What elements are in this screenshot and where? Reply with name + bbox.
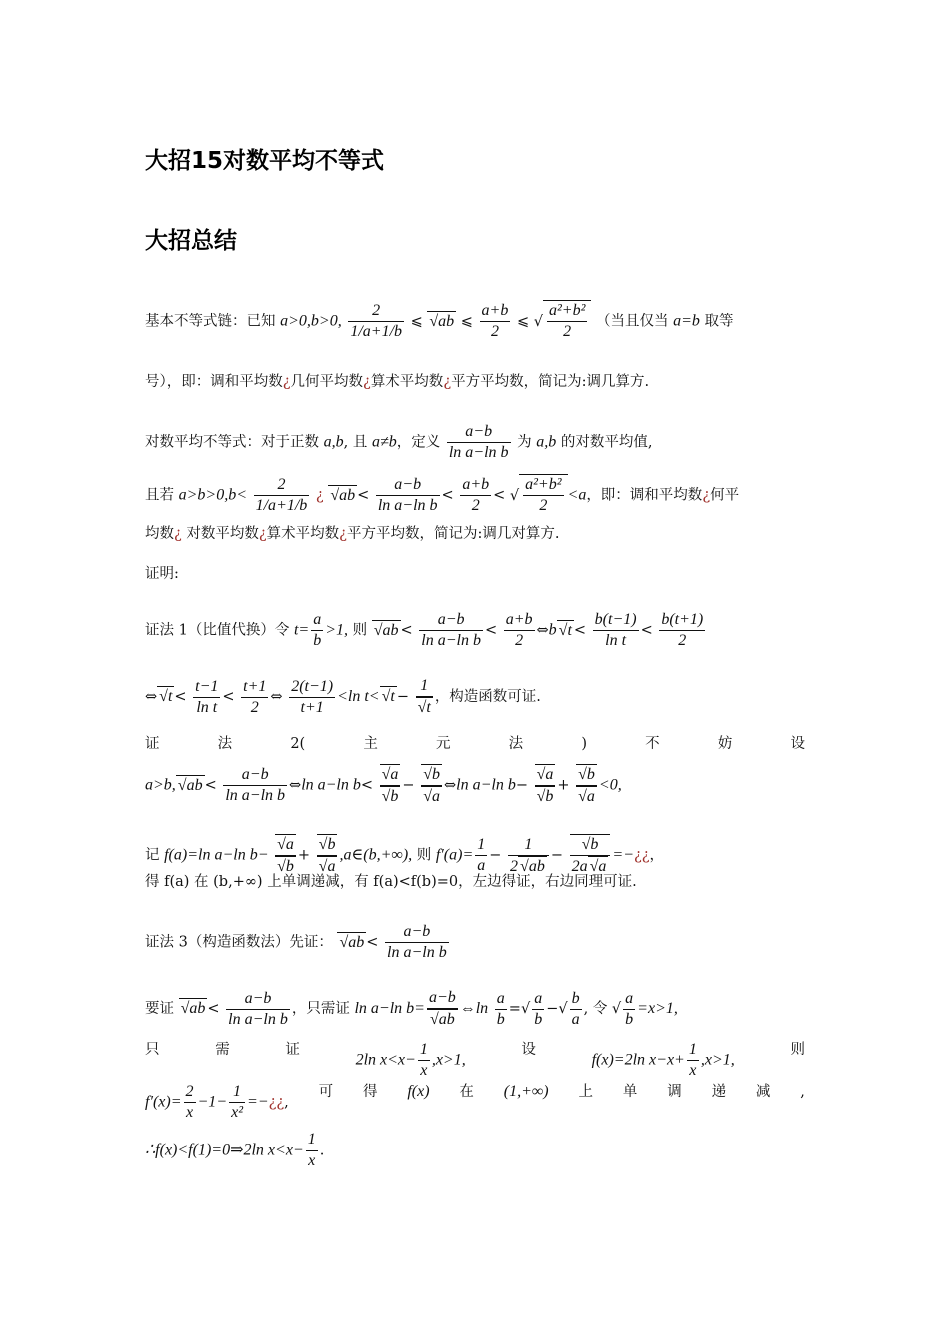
geometric-mean: √ ab	[176, 775, 205, 796]
text: 要证	[145, 1001, 174, 1017]
text: 不	[645, 736, 660, 752]
text: 则	[416, 847, 432, 864]
math: <ln t<	[337, 688, 380, 705]
text: 元	[436, 736, 451, 752]
log-mean: $\frac{a-b}{\text{ln a−ln b}}$	[377, 476, 438, 514]
text: 递	[711, 1084, 727, 1100]
geometric-mean: √ ab	[372, 620, 401, 641]
text: ，只需证	[291, 1001, 350, 1017]
math: <a	[567, 486, 587, 504]
iff: ⇔	[443, 777, 457, 794]
text: 证法 3（构造函数法）先证：	[145, 934, 333, 951]
frac: $\frac{1}{x}$	[419, 1041, 428, 1079]
text: （当且仅当	[595, 313, 669, 330]
glyph: ¿	[258, 526, 267, 542]
math: ⇔ln	[459, 1000, 489, 1017]
text: 且	[352, 434, 368, 451]
le-sign: ⩽	[516, 313, 530, 330]
lt: <	[360, 777, 374, 794]
math: ,x>1,	[431, 1051, 466, 1069]
frac: √ b √ a	[421, 764, 442, 807]
math: =−	[612, 846, 634, 864]
text: 何平	[710, 487, 740, 504]
minus: −	[515, 777, 528, 794]
frac: $\frac{b(t+1)}{2}$	[661, 611, 704, 649]
lt: <	[640, 622, 653, 639]
harmonic-mean: $\frac{2}{1/a+1/b}$	[350, 302, 403, 340]
basic-inequality-line	[145, 300, 805, 342]
text: 平方平均数，简记为:调几对算方.	[346, 526, 560, 542]
math: ln a−ln b	[456, 776, 516, 794]
frac: √ $\frac{b}{2a√ a}$	[570, 834, 611, 877]
sqrt-t: √ t	[380, 686, 397, 707]
text: 2(	[290, 736, 306, 752]
text: 法	[508, 736, 524, 752]
text: 法	[217, 736, 233, 752]
glyph: ¿	[315, 487, 324, 504]
text: ，即：调和平均数	[586, 487, 703, 504]
math: f(x)=2ln x−x+	[591, 1051, 685, 1069]
math: ln a−ln b	[301, 776, 361, 794]
minus: −	[396, 689, 409, 705]
text: )	[581, 736, 587, 752]
le-sign: ⩽	[460, 313, 473, 330]
math: (1,+∞)	[503, 1083, 549, 1100]
rms-root: √ $\frac{\text{a²+b²}}{2}$	[534, 314, 592, 330]
glyph: ¿	[702, 487, 711, 504]
text: 均数	[145, 526, 174, 542]
section-heading: 大招总结	[145, 228, 237, 254]
text: 主	[363, 736, 378, 752]
math: b	[548, 621, 557, 639]
text: 得	[362, 1084, 378, 1100]
frac: $\frac{1}{x}$	[688, 1041, 697, 1079]
log-mean: $\frac{a-b}{\text{ln a−ln b}}$	[421, 611, 481, 649]
frac: √ a √ b	[535, 764, 556, 807]
math: a>b,	[145, 776, 176, 794]
geometric-mean: √ ab	[179, 998, 208, 1019]
text: ，	[649, 847, 665, 864]
method3-line5	[145, 1130, 805, 1171]
math: =−	[247, 1093, 269, 1111]
text: 减	[755, 1084, 771, 1100]
text: 可	[318, 1084, 334, 1100]
math: ln a−ln b=	[354, 1000, 425, 1017]
text-lead: 基本不等式链：已知	[145, 313, 276, 330]
math: f′(x)=	[145, 1093, 182, 1111]
geometric-mean: √ ab	[427, 311, 456, 332]
text: ,	[800, 1084, 805, 1100]
log-mean: $\frac{a-b}{\text{ln a−ln b}}$	[448, 423, 509, 461]
text: 设	[790, 736, 805, 752]
method3-line2: 要证 √ ab < $\frac{a-b}{\text{ln a−ln b}}$ ，只需证 ln a−ln b= a−b √ ab ⇔ln $\frac{a}{b}$ =√ $\frac{a}{b}$ −√ $\frac{b}{a}$ , 令 √ $\frac{a}{b}$ =x>1,	[145, 988, 805, 1030]
math: f(x)	[407, 1083, 430, 1100]
text: 算术平均数	[370, 374, 444, 390]
math: f′(a)=	[435, 846, 474, 864]
frac: $\frac{b(t-1)}{\text{ln t}}$	[594, 611, 637, 649]
lt: <	[222, 689, 235, 705]
log-mean: $\frac{a-b}{\text{ln a−ln b}}$	[228, 989, 288, 1028]
frac: $\frac{2(t-1)}{t+1}$	[291, 677, 334, 716]
frac: $\frac{1}{x}$	[307, 1131, 316, 1169]
log-mean-chain	[145, 474, 805, 516]
minus: −	[489, 847, 502, 864]
frac: $\frac{1}{\text{x²}}$	[231, 1083, 243, 1121]
lt: <	[357, 487, 370, 504]
frac: a−b √ ab	[427, 988, 458, 1030]
text: 需	[215, 1042, 230, 1058]
text: 取等	[704, 313, 734, 330]
text: 对数平均数	[186, 526, 259, 542]
basic-inequality-summary	[145, 372, 805, 392]
text: ，定义	[396, 434, 441, 451]
math: a,b	[323, 433, 344, 451]
method2-line3: 得 f(a) 在 (b,+∞) 上单调递减，有 f(a)<f(b)=0，左边得证，右边同理可证.	[145, 874, 637, 890]
lt: <	[207, 1001, 220, 1017]
math: ∴f(x)<f(1)=0⇒2ln x<x−	[145, 1141, 304, 1159]
geometric-mean: √ ab	[328, 485, 357, 506]
le-sign: ⩽	[410, 313, 423, 330]
method2-line2	[145, 834, 805, 877]
math: ,a∈(b,+∞),	[339, 846, 413, 864]
frac: $\frac{1}{a}$	[477, 836, 486, 874]
text: 在	[459, 1084, 474, 1100]
math: a≠b	[371, 433, 397, 451]
text: 对数平均不等式：对于正数	[145, 434, 319, 451]
math: a,b	[536, 433, 557, 451]
lt: <	[441, 487, 454, 504]
frac: $\frac{1}{2√ ab}$	[508, 835, 549, 877]
text: 上	[578, 1084, 593, 1100]
sqrt-t: √ t	[157, 686, 174, 707]
text: 号），即：调和平均数	[145, 374, 283, 390]
geometric-mean: √ ab	[337, 932, 366, 953]
lt: <	[493, 487, 506, 504]
frac: $\frac{a}{b}$	[534, 989, 543, 1028]
math: −1−	[197, 1093, 228, 1111]
method3-line1	[145, 922, 805, 963]
sqrt-t: √ t	[557, 620, 574, 641]
ratio: $\frac{a}{b}$	[313, 611, 322, 649]
text: 则	[352, 622, 368, 639]
arithmetic-mean: $\frac{a+b}{2}$	[481, 302, 509, 340]
frac: √ b √ a	[317, 834, 338, 877]
lt: <	[174, 689, 187, 705]
math: f(a)=ln a−ln b−	[164, 846, 269, 864]
arithmetic-mean: $\frac{a+b}{2}$	[505, 611, 533, 649]
log-mean-definition: 对数平均不等式：对于正数 a,b, 且 a≠b，定义 $\frac{a-b}{\text{ln a−ln b}}$ 为 a,b 的对数平均值,	[145, 423, 653, 461]
lt: <	[573, 622, 587, 639]
minus: −	[402, 777, 415, 794]
iff: ⇔	[289, 777, 302, 794]
iff: ⇔	[145, 689, 158, 705]
iff: ⇔	[270, 689, 283, 705]
glyph: ¿	[339, 526, 347, 542]
text: 证	[285, 1042, 300, 1058]
text: 调	[667, 1084, 682, 1100]
math: 2ln x<x−	[355, 1051, 416, 1069]
harmonic-mean: $\frac{2}{1/a+1/b}$	[255, 476, 308, 514]
lt: <	[366, 934, 379, 951]
text: .	[319, 1142, 325, 1159]
method2-line1	[145, 764, 805, 807]
plus: +	[297, 847, 311, 864]
frac: $\frac{a}{b}$	[625, 989, 634, 1028]
minus: −	[550, 847, 563, 864]
text: 几何平均数	[290, 374, 364, 390]
math: a>b>0,b<	[178, 486, 247, 504]
text: 且若	[145, 487, 174, 504]
text: 妨	[717, 736, 733, 752]
page-title: 大招15对数平均不等式	[145, 148, 385, 174]
text: 为	[517, 434, 532, 451]
log-mean-summary	[145, 524, 805, 544]
method2-heading	[145, 734, 805, 754]
arithmetic-mean: $\frac{a+b}{2}$	[462, 476, 490, 514]
glyph: ¿	[363, 374, 371, 390]
math: ,x>1,	[700, 1051, 735, 1069]
method3-line4: f′(x)= $\frac{2}{x}$ −1− $\frac{1}{\text{x²}}$ =−¿¿, 可 得 f(x) 在 (1,+∞) 上 单 调 递 减 ,	[145, 1083, 805, 1121]
text: 则	[790, 1042, 805, 1058]
text: 只	[145, 1042, 160, 1058]
math: <0,	[598, 776, 622, 794]
frac: $\frac{b}{a}$	[571, 989, 580, 1028]
text: 证法 1（比值代换）令	[145, 622, 290, 639]
equality: a=b	[673, 312, 700, 330]
frac: √ b √ a	[576, 764, 597, 807]
proof-label: 证明:	[145, 566, 179, 582]
glyph: ¿	[282, 374, 291, 390]
frac: √ a √ b	[380, 764, 401, 807]
text: 设	[521, 1042, 536, 1058]
text: 平方平均数，简记为:调几算方.	[451, 374, 650, 390]
frac: $\frac{t-1}{\text{ln t}}$	[195, 677, 219, 716]
log-mean: $\frac{a-b}{\text{ln a−ln b}}$	[387, 923, 447, 961]
frac: $\frac{2}{x}$	[185, 1083, 194, 1121]
method1-line2	[145, 676, 805, 718]
math: =x>1,	[637, 1000, 678, 1017]
text: 令	[592, 1001, 608, 1017]
frac: $\frac{t+1}{2}$	[243, 677, 267, 716]
glyph: ¿	[443, 374, 452, 390]
text: 证	[145, 736, 160, 752]
frac: √ a √ b	[275, 834, 296, 877]
minus: −	[546, 1001, 559, 1017]
glyph: ¿¿	[268, 1094, 285, 1111]
method3-line3	[145, 1040, 805, 1081]
text: 算术平均数	[266, 526, 340, 542]
glyph: ¿	[174, 526, 182, 542]
math: >1,	[325, 621, 348, 639]
frac: $\frac{a}{b}$	[496, 989, 505, 1028]
text: 的对数平均值,	[560, 434, 653, 451]
math: t=	[293, 621, 310, 639]
method1-line1	[145, 610, 805, 651]
text: ，构造函数可证.	[434, 689, 541, 705]
rms-root: √ $\frac{\text{a²+b²}}{2}$	[510, 488, 568, 504]
lt: <	[484, 622, 498, 639]
plus: +	[557, 777, 570, 794]
log-mean: $\frac{a-b}{\text{ln a−ln b}}$	[225, 766, 286, 804]
lt: <	[204, 777, 217, 794]
lt: <	[400, 622, 413, 639]
frac: 1 √ t	[416, 676, 433, 718]
glyph: ¿¿	[633, 847, 650, 864]
condition: a>0,b>0,	[280, 312, 342, 330]
iff: ⇔	[536, 622, 549, 639]
text: 单	[622, 1084, 638, 1100]
text: 记	[145, 847, 160, 864]
